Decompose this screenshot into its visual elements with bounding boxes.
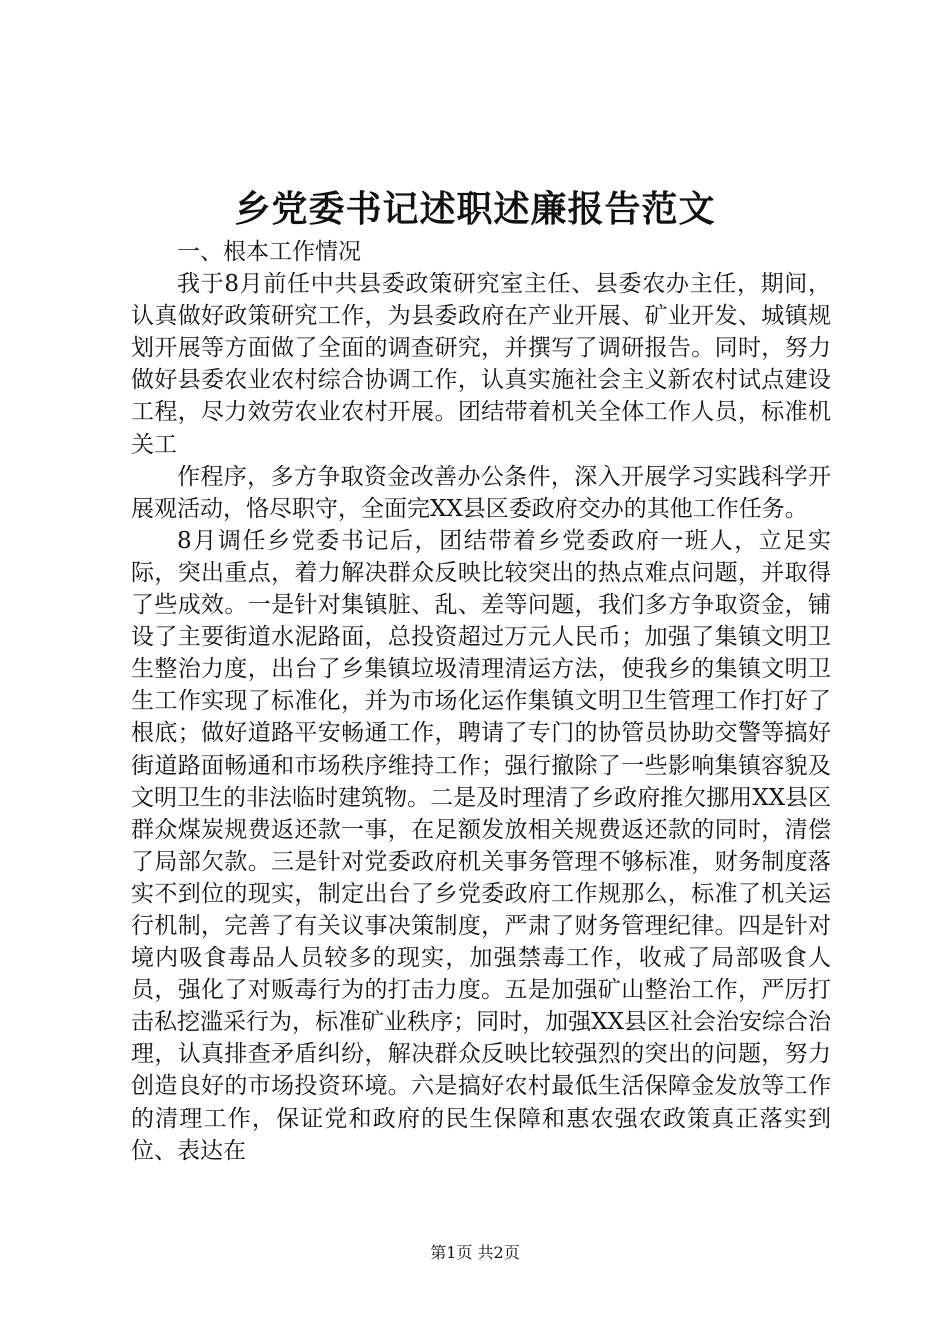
document-title: 乡党委书记述职述廉报告范文: [234, 188, 716, 230]
section-heading: 一、根本工作情况: [177, 239, 361, 265]
page-number: 第1页 共2页: [430, 1243, 520, 1262]
document-body: [131, 236, 831, 1167]
body-paragraph: 8月调任乡党委书记后，团结带着乡党委政府一班人，立足实际，突出重点，着力解决群众反映比较突出的热点难点问题，并取得了些成效。一是针对集镇脏、乱、差等问题，我们多方争取资金，铺设了主要街道水泥路面，总投资超过万元人民币；加强了集镇文明卫生整治力度，出台了乡集镇垃圾清理清运方法，使我乡的集镇文明卫生工作实现了标准化，并为市场化运作集镇文明卫生管理工作打好了根底；做好道路平安畅通工作，聘请了专门的协管员协助交警等搞好街道路面畅通和市场秩序维持工作；强行撤除了一些影响集镇容貌及文明卫生的非法临时建筑物。二是及时理清了乡政府推欠挪用XX县区群众煤炭规费返还款一事，在足额发放相关规费返还款的同时，清偿了局部欠款。三是针对党委政府机关事务管理不够标准，财务制度落实不到位的现实，制定出台了乡党委政府工作规那么，标准了机关运行机制，完善了有关议事决策制度，严肃了财务管理纪律。四是针对境内吸食毒品人员较多的现实，加强禁毒工作，收戒了局部吸食人员，强化了对贩毒行为的打击力度。五是加强矿山整治工作，严厉打击私挖滥采行为，标准矿业秩序；同时，加强XX县区社会治安综合治理，认真排查矛盾纠纷，解决群众反映比较强烈的突出的问题，努力创造良好的市场投资环境。六是搞好农村最低生活保障金发放等工作的清理工作，保证党和政府的民生保障和惠农强农政策真正落实到位、表达在: [131, 527, 831, 1164]
page-footer: [0, 1243, 950, 1263]
body-paragraph: 我于8月前任中共县委政策研究室主任、县委农办主任，期间，认真做好政策研究工作，为县委政府在产业开展、矿业开发、城镇规划开展等方面做了全面的调查研究，并撰写了调研报告。同时，努力做好县委农业农村综合协调工作，认真实施社会主义新农村试点建设工程，尽力效劳农业农村开展。团结带着机关全体工作人员，标准机关工: [131, 271, 831, 458]
body-paragraph: 作程序，多方争取资金改善办公条件，深入开展学习实践科学开展观活动，恪尽职守，全面完XX县区委政府交办的其他工作任务。: [131, 463, 831, 522]
